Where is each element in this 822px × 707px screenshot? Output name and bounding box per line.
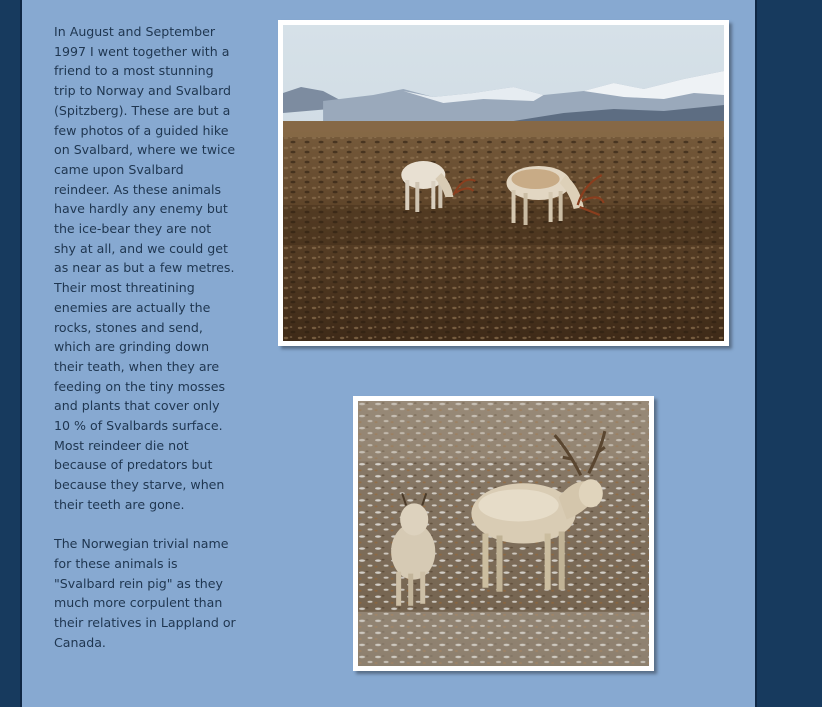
content-panel bbox=[20, 0, 757, 707]
article-paragraph-1: In August and September 1997 I went together with a friend to a most stunning trip to Norway and Svalbard (Spitzberg). These are but a few photos of a guided hike on Svalbard, where we twice came upon Svalbard reindeer. As these animals have hardly any enemy but the ice-bear they are not shy at all, and we could get as near as but a few metres. Their most threatining enemies are actually the rocks, stones and send, which are grinding down their teath, when they are feeding on the tiny mosses and plants that cover only 10 % of Svalbards surface. Most reindeer die not because of predators but because they starve, when their teeth are gone. bbox=[54, 24, 236, 512]
reindeer-calf-image bbox=[358, 401, 649, 666]
reindeer-landscape-image bbox=[283, 25, 724, 341]
article-paragraph-2: The Norwegian trivial name for these animals is "Svalbard rein pig" as they much more corpulent than their relatives in Lappland or Canada. bbox=[54, 536, 236, 650]
article-text bbox=[54, 22, 236, 672]
reindeer-photo-calf bbox=[353, 396, 654, 671]
reindeer-photo-landscape bbox=[278, 20, 729, 346]
